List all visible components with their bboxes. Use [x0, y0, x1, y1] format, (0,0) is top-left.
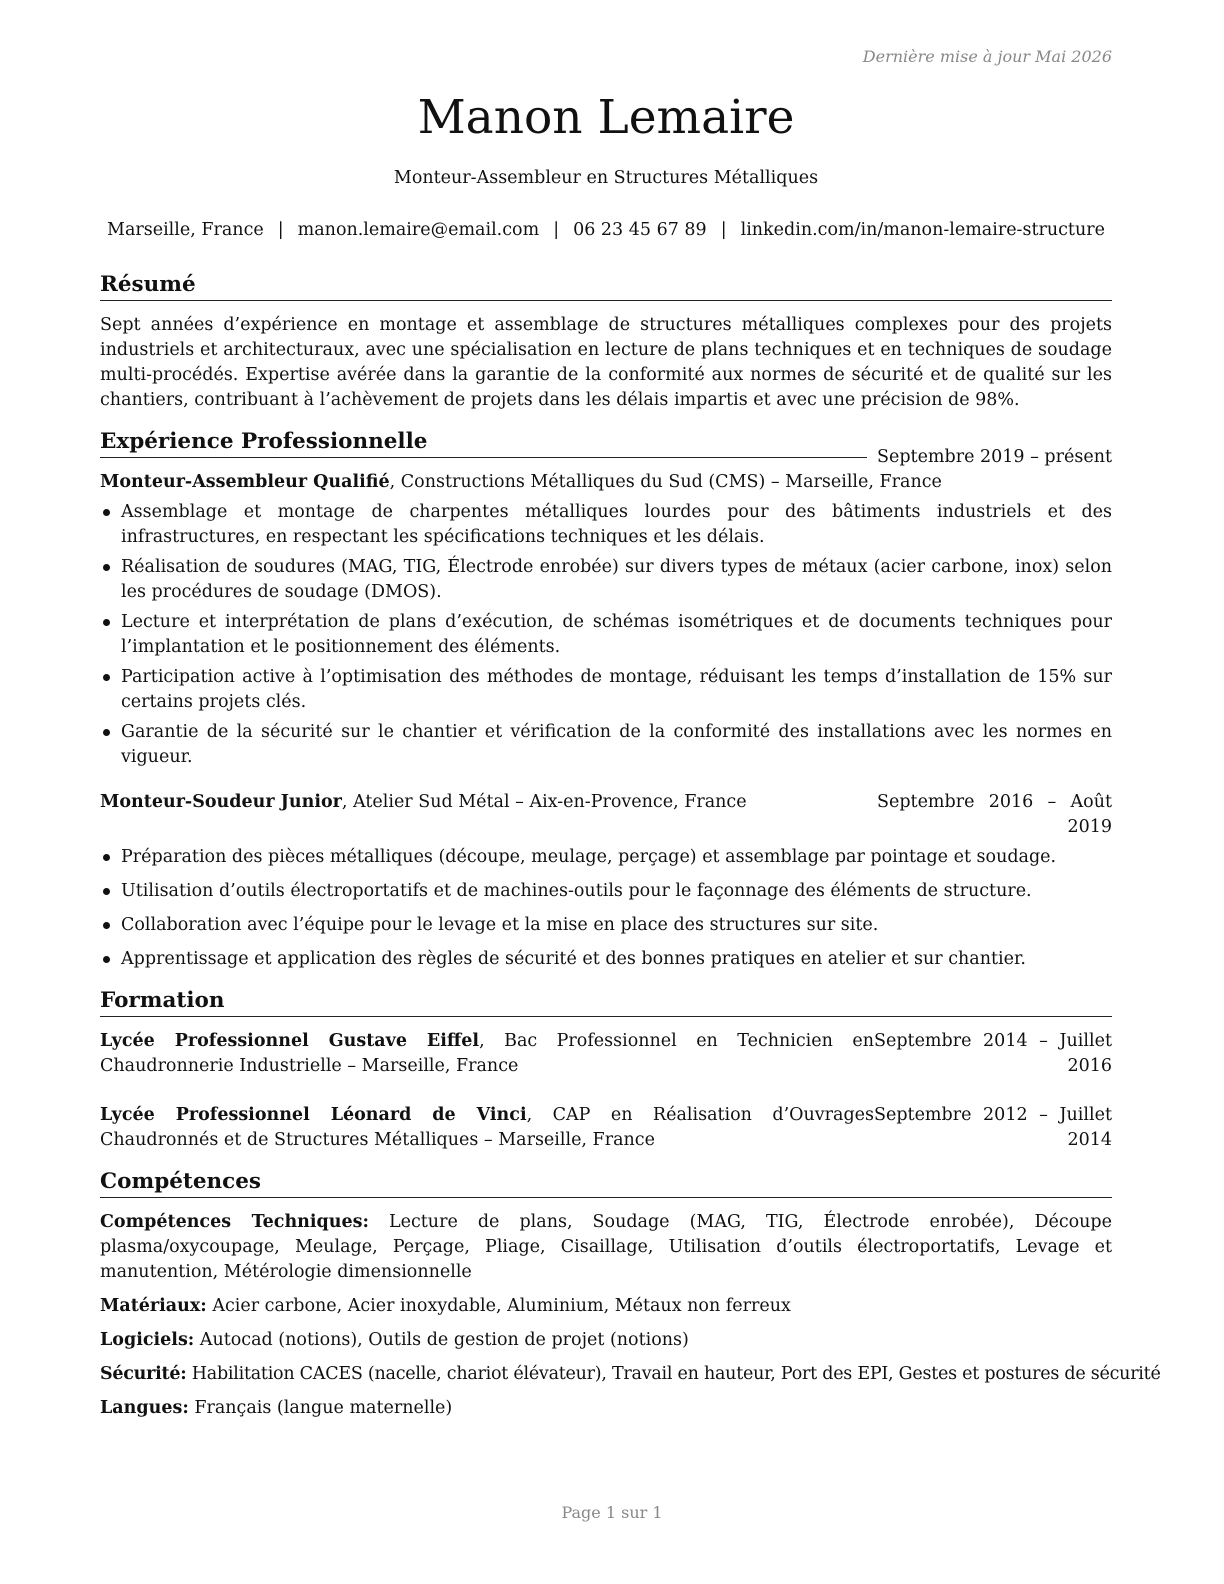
list-item: Préparation des pièces métalliques (découpe, meulage, perçage) et assemblage par pointage et soudage. [100, 845, 1112, 870]
summary-text: Sept années d’expérience en montage et assemblage de structures métalliques complexes pour des projets industriels et architecturaux, avec une spécialisation en lecture de plans techniques et en techniques de soudage multi-procédés. Expertise avérée dans la garantie de la conformité aux normes de sécurité et de qualité sur les chantiers, contribuant à l’achèvement de projets dans les délais impartis et avec une précision de 98%. [100, 315, 1112, 410]
job-details: , Constructions Métalliques du Sud (CMS) – Marseille, France [389, 472, 942, 492]
list-item: Utilisation d’outils électroportatifs et de machines-outils pour le façonnage des éléments de structure. [100, 879, 1112, 904]
contact-linkedin[interactable]: linkedin.com/in/manon-lemaire-structure [740, 220, 1105, 240]
skill-value: Lecture de plans, Soudage (MAG, TIG, Électrode enrobée), Découpe plasma/oxycoupage, Meulage, Perçage, Pliage, Cisaillage, Utilisation d’outils électroportatifs, Levage et manutention, Métérologie dimensionnelle [100, 1212, 1112, 1282]
skill-line [100, 1328, 1112, 1353]
education-heading: Formation [100, 986, 1112, 1017]
skill-label: Logiciels: [100, 1330, 195, 1350]
list-item: Réalisation de soudures (MAG, TIG, Électrode enrobée) sur divers types de métaux (acier carbone, inox) selon les procédures de soudage (DMOS). [100, 555, 1112, 605]
job-role: Monteur-Soudeur Junior [100, 792, 342, 812]
skill-line [100, 1396, 1112, 1421]
skill-value: Français (langue maternelle) [188, 1398, 453, 1418]
list-item: Collaboration avec l’équipe pour le levage et la mise en place des structures sur site. [100, 913, 1112, 938]
list-item: Lecture et interprétation de plans d’exécution, de schémas isométriques et de documents techniques pour l’implantation et le positionnement des éléments. [100, 610, 1112, 660]
job-entry [100, 790, 1112, 972]
experience-section [100, 427, 1112, 972]
school-name: Lycée Professionnel Léonard de Vinci [100, 1105, 527, 1125]
skill-line [100, 1362, 1161, 1387]
job-dates: Septembre 2019 – présent [867, 445, 1112, 470]
skill-line [100, 1210, 1112, 1285]
job-details: , Atelier Sud Métal – Aix-en-Provence, France [341, 792, 747, 812]
skill-value: Acier carbone, Acier inoxydable, Aluminium, Métaux non ferreux [206, 1296, 791, 1316]
last-updated: Dernière mise à jour Mai 2026 [862, 47, 1112, 66]
contact-phone[interactable]: 06 23 45 67 89 [573, 220, 707, 240]
summary-section [100, 270, 1112, 413]
job-title: Monteur-Assembleur en Structures Métalliques [393, 168, 819, 188]
education-entry [100, 1029, 1112, 1079]
job-dates: Septembre 2016 – Août 2019 [877, 792, 1112, 837]
experience-heading: Expérience Professionnelle [100, 427, 1112, 458]
contact-separator: | [720, 220, 727, 240]
skills-heading: Compétences [100, 1167, 1112, 1198]
degree-details: , Bac Professionnel en Technicien en Chaudronnerie Industrielle – Marseille, France [100, 1031, 874, 1076]
contact-separator: | [277, 220, 284, 240]
list-item: Assemblage et montage de charpentes métalliques lourdes pour des bâtiments industriels et des infrastructures, en respectant les spécifications techniques et les délais. [100, 500, 1112, 550]
skill-value: Habilitation CACES (nacelle, chariot élévateur), Travail en hauteur, Port des EPI, Gestes et postures de sécurité [186, 1364, 1161, 1384]
contact-line [90, 218, 1122, 243]
list-item: Participation active à l’optimisation des méthodes de montage, réduisant les temps d’installation de 15% sur certains projets clés. [100, 665, 1112, 715]
school-name: Lycée Professionnel Gustave Eiffel [100, 1031, 480, 1051]
job-bullets [100, 845, 1112, 972]
skill-label: Langues: [100, 1398, 189, 1418]
skill-label: Matériaux: [100, 1296, 207, 1316]
degree-details: , CAP en Réalisation d’Ouvrages Chaudronnés et de Structures Métalliques – Marseille, France [100, 1105, 874, 1150]
job-entry [100, 447, 1112, 770]
skill-label: Compétences Techniques: [100, 1212, 369, 1232]
education-dates: Septembre 2014 – Juillet 2016 [874, 1031, 1112, 1076]
job-role: Monteur-Assembleur Qualifié [100, 472, 390, 492]
education-section [100, 986, 1112, 1153]
skill-value: Autocad (notions), Outils de gestion de projet (notions) [194, 1330, 689, 1350]
education-entry [100, 1103, 1112, 1153]
resume-content [100, 270, 1161, 1435]
list-item: Garantie de la sécurité sur le chantier et vérification de la conformité des installations avec les normes en vigueur. [100, 720, 1112, 770]
skill-line [100, 1294, 1112, 1319]
skills-section [100, 1167, 1161, 1421]
candidate-name: Manon Lemaire [417, 90, 795, 145]
job-bullets [100, 500, 1112, 770]
contact-email[interactable]: manon.lemaire@email.com [297, 220, 540, 240]
summary-heading: Résumé [100, 270, 1112, 301]
contact-location: Marseille, France [107, 220, 264, 240]
contact-separator: | [553, 220, 560, 240]
job-header [100, 790, 1112, 840]
education-dates: Septembre 2012 – Juillet 2014 [874, 1105, 1112, 1150]
page-number: Page 1 sur 1 [561, 1503, 663, 1522]
skill-label: Sécurité: [100, 1364, 187, 1384]
list-item: Apprentissage et application des règles de sécurité et des bonnes pratiques en atelier et sur chantier. [100, 947, 1112, 972]
job-header [100, 470, 1112, 495]
